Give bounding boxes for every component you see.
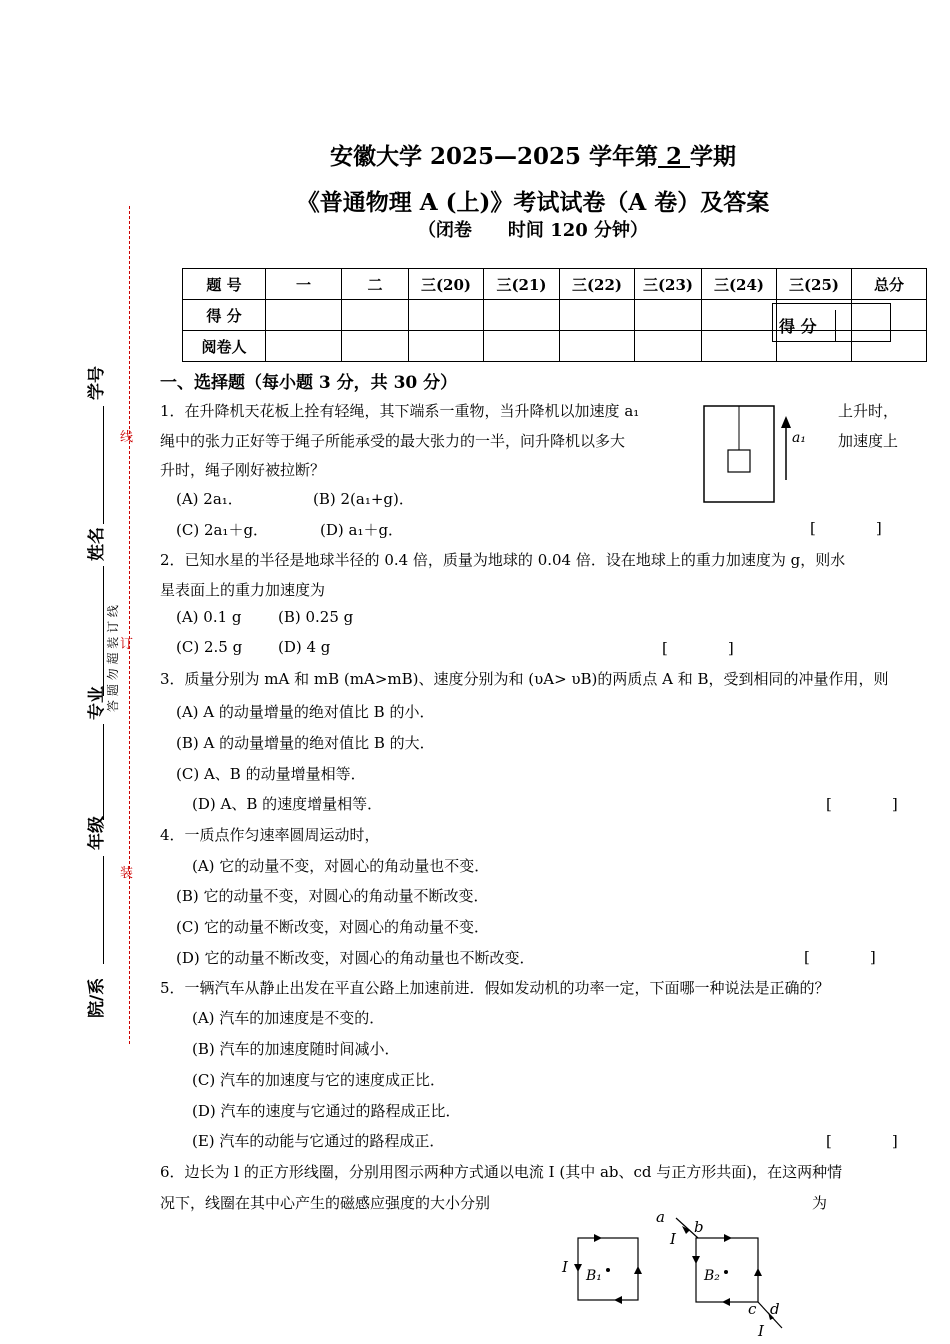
q3-answer-bracket[interactable]: [ ] — [826, 795, 898, 813]
binding-warning: 答 题 勿 超 装 订 线 — [106, 605, 120, 712]
grader-cell[interactable] — [484, 331, 560, 362]
title-university: 安徽大学 2025—2025 学年第 — [329, 143, 658, 170]
q6-line1: 6．边长为 l 的正方形线圈，分别用图示两种方式通以电流 I (其中 ab、cd 与正方形共面)，在这两种情 — [160, 1163, 843, 1181]
score-cell[interactable] — [635, 300, 702, 331]
table-cell: 总分 — [852, 269, 927, 300]
table-cell: 三(21) — [484, 269, 560, 300]
table-cell: 三(24) — [702, 269, 777, 300]
score-table-header-row — [183, 269, 927, 300]
q4-answer-bracket[interactable]: [ ] — [804, 948, 876, 966]
score-box-label: 得 分 — [773, 310, 836, 341]
q5-option-e[interactable]: (E) 汽车的动能与它通过的路程成正． — [192, 1132, 445, 1150]
major-label: 专业 — [87, 686, 107, 720]
q3-option-b[interactable]: (B) A 的动量增量的绝对值比 B 的大． — [176, 734, 435, 752]
q2-line1: 2．已知水星的半径是地球半径的 0.4 倍，质量为地球的 0.04 倍．设在地球上的重力加速度为 g，则水 — [160, 551, 846, 569]
q2-line2: 星表面上的重力加速度为 — [160, 581, 326, 599]
score-cell[interactable] — [342, 300, 409, 331]
coil-figure — [556, 1206, 796, 1342]
table-cell: 得 分 — [183, 300, 266, 331]
table-cell: 一 — [266, 269, 342, 300]
score-cell[interactable] — [484, 300, 560, 331]
title-term-suffix: 学期 — [690, 143, 737, 170]
q5-option-c[interactable]: (C) 汽车的加速度与它的速度成正比． — [192, 1071, 445, 1089]
q2-option-c[interactable]: (C) 2.5 g — [176, 638, 243, 656]
q4-option-d[interactable]: (D) 它的动量不断改变，对圆心的角动量也不断改变． — [176, 949, 535, 967]
score-cell[interactable] — [702, 300, 777, 331]
grader-cell[interactable] — [560, 331, 635, 362]
q1-option-d[interactable]: (D) a₁＋g． — [320, 521, 404, 539]
q1-option-c[interactable]: (C) 2a₁＋g． — [176, 521, 269, 539]
current-label-1: I — [562, 1258, 568, 1276]
point-d-label: d — [770, 1300, 780, 1318]
q5-option-a[interactable]: (A) 汽车的加速度是不变的． — [192, 1009, 385, 1027]
q5-line1: 5．一辆汽车从静止出发在平直公路上加速前进．假如发动机的功率一定，下面哪一种说法是正确的？ — [160, 979, 830, 997]
grader-cell[interactable] — [702, 331, 777, 362]
q5-option-b[interactable]: (B) 汽车的加速度随时间减小． — [192, 1040, 400, 1058]
point-a-label: a — [656, 1208, 665, 1226]
q1-line3: 升时，绳子刚好被拉断？ — [160, 461, 326, 479]
q1-option-a[interactable]: (A) 2a₁． — [176, 490, 243, 508]
q4-option-b[interactable]: (B) 它的动量不变，对圆心的角动量不断改变． — [176, 887, 489, 905]
q4-option-c[interactable]: (C) 它的动量不断改变，对圆心的角动量不变． — [176, 918, 489, 936]
point-c-label: c — [748, 1300, 757, 1318]
binding-mark-ding: 订 — [120, 637, 134, 652]
student-id-blank — [103, 406, 104, 524]
grader-cell[interactable] — [409, 331, 484, 362]
grader-cell[interactable] — [266, 331, 342, 362]
q1-answer-bracket[interactable]: [ ] — [810, 519, 882, 537]
q2-answer-bracket[interactable]: [ ] — [662, 639, 734, 657]
table-cell: 三(25) — [777, 269, 852, 300]
q2-option-b[interactable]: (B) 0.25 g — [278, 608, 354, 626]
q3-option-c[interactable]: (C) A、B 的动量增量相等． — [176, 765, 366, 783]
student-id-label: 学号 — [87, 366, 107, 400]
binding-line — [129, 206, 130, 1044]
point-b-label: b — [694, 1218, 704, 1236]
q1-line2: 绳中的张力正好等于绳子所能承受的最大张力的一半，问升降机以多大 — [160, 432, 626, 450]
table-cell: 题 号 — [183, 269, 266, 300]
q1-option-b[interactable]: (B) 2(a₁+g)． — [313, 490, 414, 508]
score-box — [772, 303, 891, 342]
q2-option-d[interactable]: (D) 4 g — [278, 638, 331, 656]
q4-option-a[interactable]: (A) 它的动量不变，对圆心的角动量也不变． — [192, 857, 490, 875]
grader-cell[interactable] — [342, 331, 409, 362]
q5-answer-bracket[interactable]: [ ] — [826, 1132, 898, 1150]
q4-line1: 4．一质点作匀速率圆周运动时， — [160, 826, 380, 844]
score-cell[interactable] — [266, 300, 342, 331]
exam-info: （闭卷 时间 120 分钟） — [417, 220, 649, 241]
field-label-b2: B₂ — [704, 1268, 720, 1284]
score-cell[interactable] — [409, 300, 484, 331]
grade-label: 年级 — [87, 816, 107, 850]
score-box-value[interactable] — [836, 304, 890, 332]
exam-title — [0, 138, 950, 171]
q5-option-d[interactable]: (D) 汽车的速度与它通过的路程成正比． — [192, 1102, 461, 1120]
table-cell: 三(23) — [635, 269, 702, 300]
score-cell[interactable] — [560, 300, 635, 331]
binding-mark-zhuang: 装 — [120, 866, 134, 881]
title-term: 2 — [658, 143, 691, 170]
acceleration-label: a₁ — [792, 430, 806, 446]
grader-cell[interactable] — [635, 331, 702, 362]
q1-line2-end: 加速度上 — [838, 432, 899, 450]
q1-line1: 1．在升降机天花板上拴有轻绳，其下端系一重物，当升降机以加速度 a₁ — [160, 402, 640, 420]
q1-line1-end: 上升时， — [838, 402, 899, 420]
major-blank — [103, 724, 104, 820]
binding-mark-line: 线 — [120, 430, 134, 445]
q3-option-a[interactable]: (A) A 的动量增量的绝对值比 B 的小． — [176, 703, 435, 721]
q6-line2: 况下，线圈在其中心产生的磁感应强度的大小分别 — [160, 1194, 491, 1212]
department-label: 院/系 — [87, 977, 107, 1018]
name-label: 姓名 — [87, 527, 107, 561]
table-cell: 三(20) — [409, 269, 484, 300]
elevator-figure — [700, 402, 810, 506]
table-cell: 三(22) — [560, 269, 635, 300]
table-cell: 阅卷人 — [183, 331, 266, 362]
q6-line2-end: 为 — [812, 1194, 828, 1212]
q3-option-d[interactable]: (D) A、B 的速度增量相等． — [192, 795, 383, 813]
course-title: 《普通物理 A (上)》考试试卷（A 卷）及答案 — [296, 189, 770, 216]
current-label-3: I — [758, 1322, 764, 1340]
q2-option-a[interactable]: (A) 0.1 g — [176, 608, 242, 626]
table-cell: 二 — [342, 269, 409, 300]
current-label-2: I — [670, 1230, 676, 1248]
section-heading: 一、选择题（每小题 3 分，共 30 分） — [160, 373, 458, 393]
q3-line1: 3．质量分别为 mA 和 mB (mA>mB)、速度分别为和 (υA> υB)的两质点 A 和 B，受到相同的冲量作用，则 — [160, 670, 889, 688]
field-label-b1: B₁ — [586, 1268, 602, 1284]
grade-blank — [103, 856, 104, 964]
